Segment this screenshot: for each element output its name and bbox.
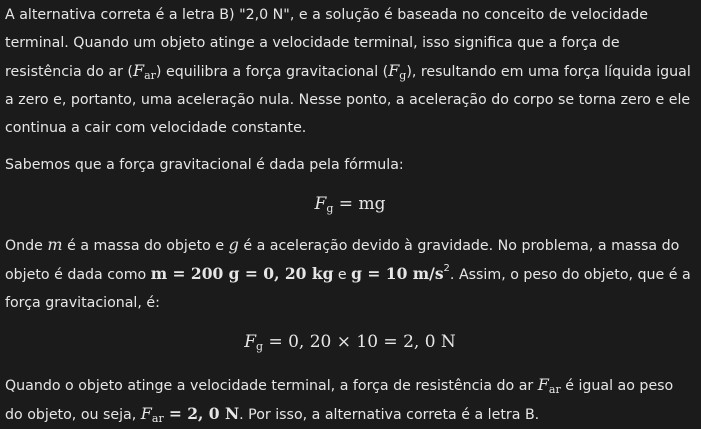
math-symbol: g (228, 235, 239, 254)
math-symbol: m (47, 235, 63, 254)
text-segment: A alternativa correta é a letra B) "2,0 N", e a solução é baseada no conceito de velocidade terminal. Quando um objeto atinge a velocidade terminal, isso significa que a força de resistência do ar ( (5, 7, 648, 80)
text-segment: . Assim, o peso do objeto, que é a força gravitacional, é: (5, 267, 691, 311)
text-segment: ) equilibra a força gravitacional ( (155, 64, 389, 80)
math-expression: = 0, 20 × 10 = 2, 0 N (268, 332, 456, 352)
math-subscript: ar (548, 383, 561, 396)
text-segment: . Por isso, a alternativa correta é a letra B. (239, 407, 540, 423)
formula-intro-paragraph: Sabemos que a força gravitacional é dada pela fórmula: (5, 157, 404, 173)
text-segment: e (333, 267, 352, 283)
math-expression: = 2, 0 N (168, 404, 240, 423)
equation-weight (5, 327, 695, 357)
math-f-ar-equation (141, 404, 239, 423)
math-f-ar (538, 375, 561, 394)
text-segment: é a aceleração devido à gravidade. No problema, a massa do objeto é dada como (5, 238, 680, 283)
conclusion-paragraph (5, 371, 695, 429)
math-subscript: g (255, 340, 264, 353)
math-symbol: F (244, 332, 256, 352)
math-symbol: F (140, 404, 152, 423)
math-f-ar (133, 61, 156, 80)
math-expression: m = 200 g = 0, 20 kg (150, 264, 334, 283)
text-segment: Quando o objeto atinge a velocidade terminal, a força de resistência do ar (5, 378, 538, 394)
equation-gravity-force (5, 189, 695, 219)
variables-paragraph (5, 231, 695, 317)
text-segment: ), resultando em uma força líquida igual a zero e, portanto, uma aceleração nula. Nesse ponto, a aceleração do corpo se torna zero e ele continua a cair com velocidade constante. (5, 64, 691, 136)
math-symbol: F (537, 375, 549, 394)
text-segment: é a massa do objeto e (62, 238, 229, 254)
math-subscript: g (399, 69, 407, 82)
math-expression: g = 10 m/s (351, 264, 444, 283)
math-expression: = mg (338, 194, 386, 214)
math-subscript: g (326, 202, 334, 215)
math-subscript: ar (151, 412, 164, 425)
math-f-g (388, 61, 406, 80)
math-symbol: F (314, 194, 327, 214)
math-superscript: 2 (443, 263, 450, 274)
intro-paragraph (5, 1, 695, 142)
math-symbol: F (388, 61, 400, 80)
math-subscript: ar (144, 69, 156, 82)
math-symbol: F (132, 61, 145, 80)
text-segment: é igual ao peso do objeto, ou seja, (5, 378, 674, 423)
text-segment: Onde (5, 238, 48, 254)
